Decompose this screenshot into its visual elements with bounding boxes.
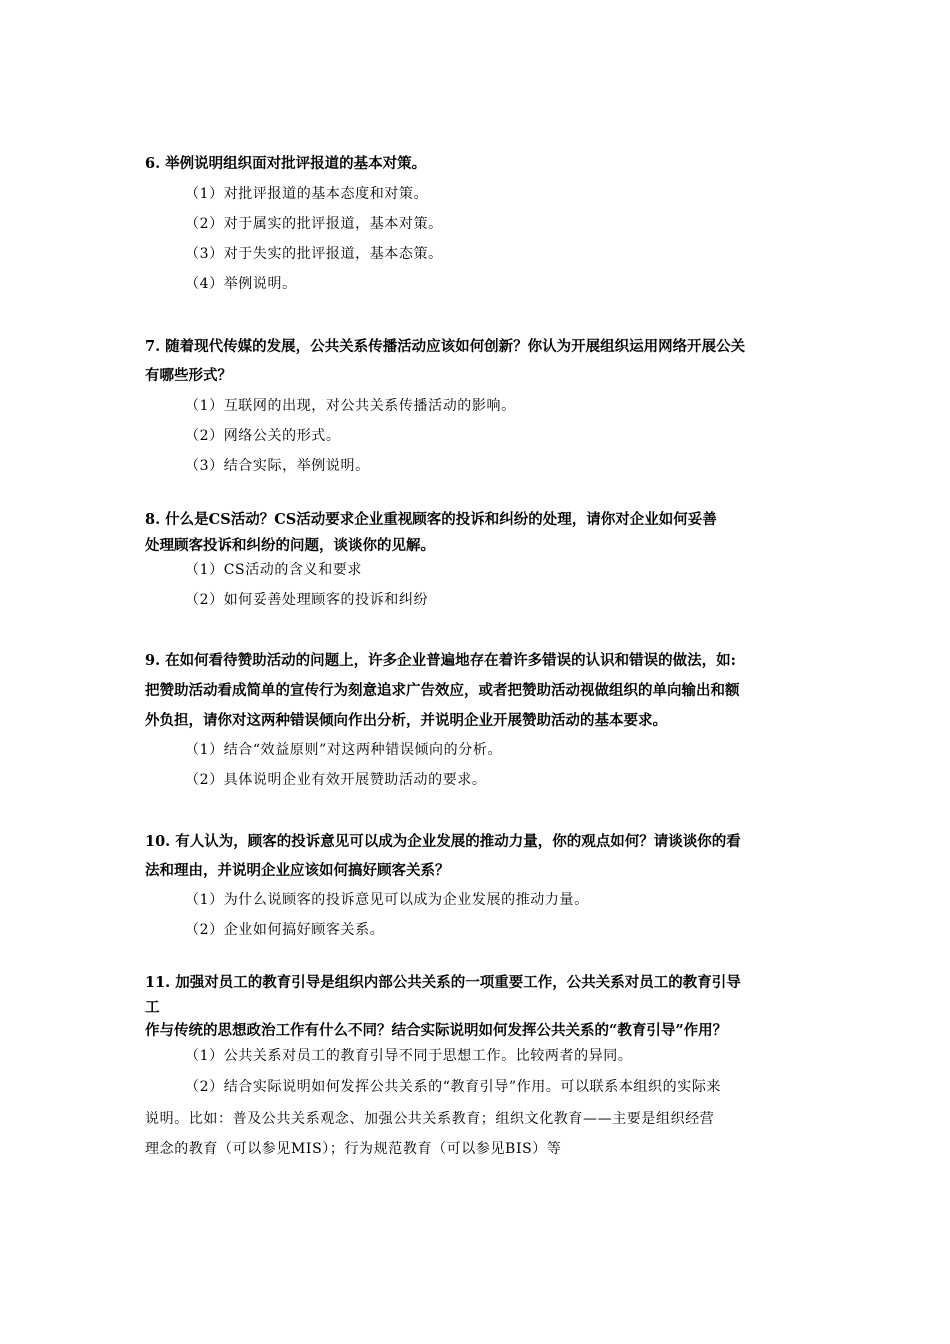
question-6-line-1: 6. 举例说明组织面对批评报道的基本对策。 [145, 155, 427, 172]
question-9-answer-2: （2）具体说明企业有效开展赞助活动的要求。 [185, 772, 487, 788]
question-7-line-1: 7. 随着现代传媒的发展，公共关系传播活动应该如何创新？你认为开展组织运用网络开展公关 [145, 338, 746, 355]
question-8-answer-2: （2）如何妥善处理顾客的投诉和纠纷 [185, 592, 429, 608]
question-10-line-2: 法和理由，并说明企业应该如何搞好顾客关系？ [145, 862, 450, 879]
question-11-line-3: 作与传统的思想政治工作有什么不同？结合实际说明如何发挥公共关系的“教育引导”作用？ [145, 1022, 728, 1039]
question-11-line-1: 11. 加强对员工的教育引导是组织内部公共关系的一项重要工作，公共关系对员工的教育引导 [145, 974, 741, 991]
question-10-line-1: 10. 有人认为，顾客的投诉意见可以成为企业发展的推动力量，你的观点如何？请谈谈你的看 [145, 833, 741, 850]
question-9-answer-1: （1）结合“效益原则”对这两种错误倾向的分析。 [185, 742, 503, 758]
question-9-line-1: 9. 在如何看待赞助活动的问题上，许多企业普遍地存在着许多错误的认识和错误的做法，如: [145, 652, 737, 669]
question-6-answer-4: （4）举例说明。 [185, 276, 297, 292]
question-11-continuation-2: 理念的教育（可以参见MIS）；行为规范教育（可以参见BIS）等 [145, 1141, 562, 1157]
question-7-answer-3: （3）结合实际，举例说明。 [185, 458, 370, 474]
question-10-answer-2: （2）企业如何搞好顾客关系。 [185, 922, 385, 938]
question-8-answer-1: （1）CS活动的含义和要求 [185, 562, 363, 578]
question-11-line-2: 工 [145, 999, 160, 1016]
question-11-continuation-1: 说明。比如：普及公共关系观念、加强公共关系教育；组织文化教育——主要是组织经营 [145, 1111, 715, 1127]
question-7-answer-2: （2）网络公关的形式。 [185, 428, 341, 444]
question-6-answer-2: （2）对于属实的批评报道，基本对策。 [185, 216, 443, 232]
question-9-line-3: 外负担，请你对这两种错误倾向作出分析，并说明企业开展赞助活动的基本要求。 [145, 712, 667, 729]
question-7-answer-1: （1）互联网的出现，对公共关系传播活动的影响。 [185, 398, 516, 414]
question-7-line-2: 有哪些形式？ [145, 367, 232, 384]
question-9-line-2: 把赞助活动看成简单的宣传行为刻意追求广告效应，或者把赞助活动视做组织的单向输出和额 [145, 682, 740, 699]
question-6-answer-3: （3）对于失实的批评报道，基本态策。 [185, 246, 443, 262]
question-8-line-1: 8. 什么是CS活动？CS活动要求企业重视顾客的投诉和纠纷的处理，请你对企业如何妥善 [145, 511, 717, 528]
question-8-line-2: 处理顾客投诉和纠纷的问题，谈谈你的见解。 [145, 537, 435, 554]
question-11-answer-1: （1）公共关系对员工的教育引导不同于思想工作。比较两者的异同。 [185, 1048, 633, 1064]
question-6-answer-1: （1）对批评报道的基本态度和对策。 [185, 186, 429, 202]
question-11-answer-2: （2）结合实际说明如何发挥公共关系的“教育引导”作用。可以联系本组织的实际来 [185, 1079, 722, 1095]
question-10-answer-1: （1）为什么说顾客的投诉意见可以成为企业发展的推动力量。 [185, 892, 589, 908]
